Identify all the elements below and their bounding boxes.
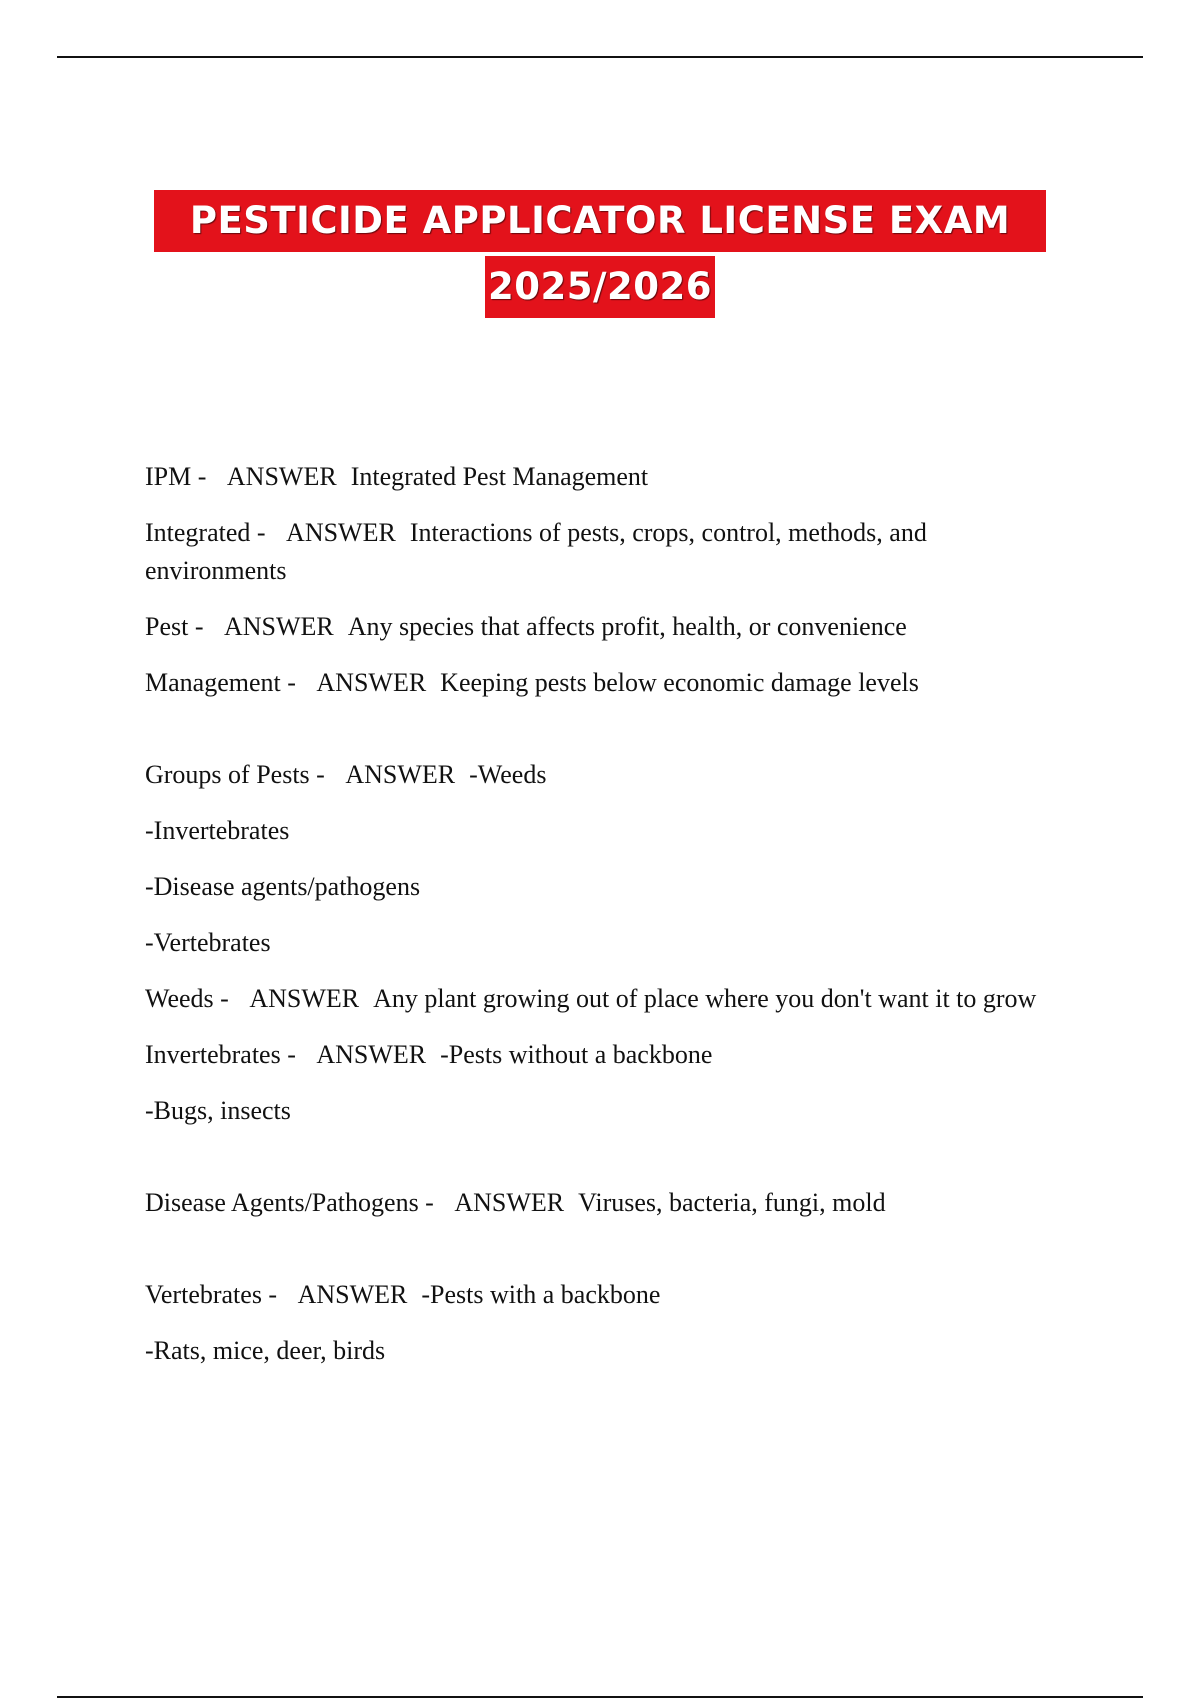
entry-subline: -Rats, mice, deer, birds: [145, 1336, 386, 1365]
qa-entry-pest: [145, 608, 1065, 646]
entry-answer-label: ANSWER: [226, 462, 337, 491]
entry-subline: -Vertebrates: [145, 928, 271, 957]
qa-entry-management: [145, 664, 1065, 702]
entry-term: Integrated -: [145, 518, 273, 547]
entry-answer-label: ANSWER: [316, 1040, 427, 1069]
entry-definition: Viruses, bacteria, fungi, mold: [578, 1188, 886, 1217]
entry-definition: Keeping pests below economic damage levels: [440, 668, 919, 697]
qa-entry-invertebrates: [145, 1036, 1065, 1074]
entry-subline: -Bugs, insects: [145, 1096, 291, 1125]
entry-definition: Interactions of pests, crops, control, methods, and environments: [145, 518, 934, 585]
bottom-rule: [57, 1696, 1143, 1698]
entry-definition: -Weeds: [469, 760, 547, 789]
entry-definition: -Pests with a backbone: [421, 1280, 661, 1309]
entry-term: IPM -: [145, 462, 213, 491]
qa-entry-ipm: [145, 458, 1065, 496]
title-line-1: PESTICIDE APPLICATOR LICENSE EXAM: [154, 190, 1046, 252]
entry-definition: Any plant growing out of place where you don't want it to grow: [373, 984, 1037, 1013]
top-rule: [57, 56, 1143, 58]
entry-answer-label: ANSWER: [297, 1280, 408, 1309]
entry-answer-label: ANSWER: [316, 668, 427, 697]
entry-answer-label: ANSWER: [224, 612, 334, 641]
entry-answer-label: ANSWER: [249, 984, 360, 1013]
entry-subline: -Invertebrates: [145, 816, 290, 845]
title-banner: [0, 190, 1200, 318]
qa-entry-weeds: [145, 980, 1065, 1018]
entry-term: Pest -: [145, 612, 210, 641]
entry-definition: Integrated Pest Management: [350, 462, 649, 491]
entry-term: Disease Agents/Pathogens -: [145, 1188, 441, 1217]
qa-entry-groups-of-pests: [145, 756, 1065, 794]
entry-subline: -Disease agents/pathogens: [145, 872, 421, 901]
entry-answer-label: ANSWER: [286, 518, 396, 547]
qa-list: [145, 458, 1065, 1388]
entry-term: Weeds -: [145, 984, 236, 1013]
entry-definition: -Pests without a backbone: [440, 1040, 713, 1069]
entry-definition: Any species that affects profit, health, or convenience: [347, 612, 907, 641]
title-line-2: 2025/2026: [485, 256, 715, 318]
entry-term: Vertebrates -: [145, 1280, 284, 1309]
entry-term: Invertebrates -: [145, 1040, 303, 1069]
entry-answer-label: ANSWER: [454, 1188, 565, 1217]
entry-term: Groups of Pests -: [145, 760, 332, 789]
qa-entry-integrated: [145, 514, 1065, 590]
qa-entry-disease-agents: [145, 1184, 1065, 1222]
qa-entry-vertebrates: [145, 1276, 1065, 1314]
entry-answer-label: ANSWER: [345, 760, 456, 789]
entry-term: Management -: [145, 668, 303, 697]
